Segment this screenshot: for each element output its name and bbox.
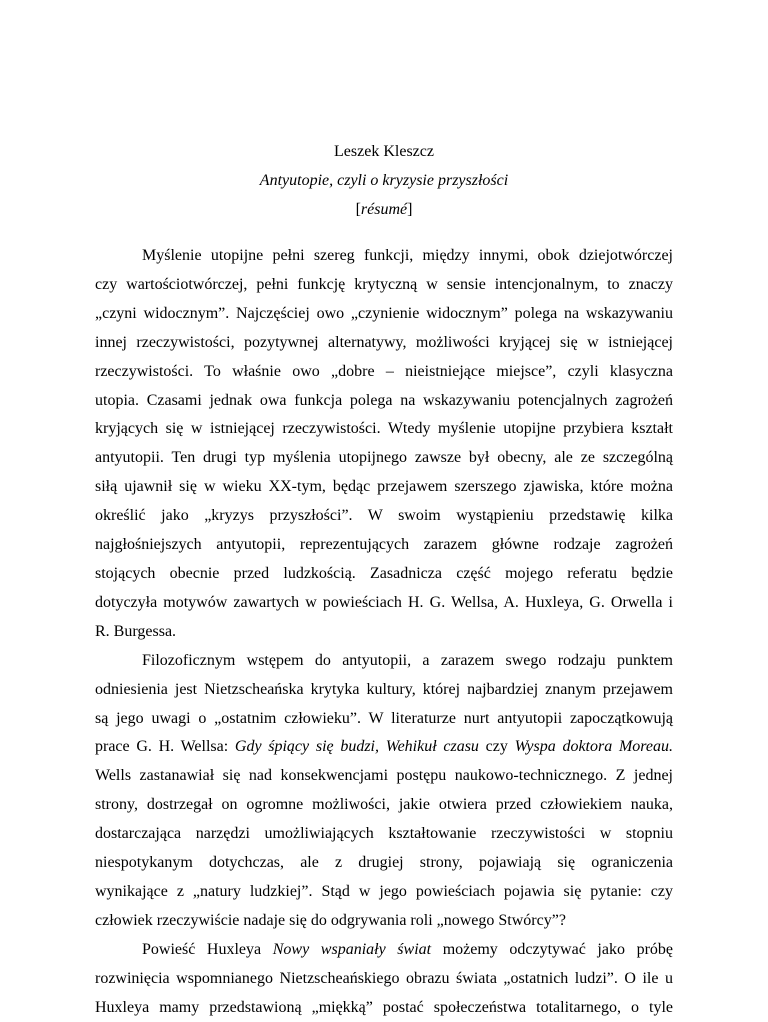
- document-title: Antyutopie, czyli o kryzysie przyszłości: [259, 172, 509, 189]
- text-line: rozwinięcia wspomnianego Nietzscheańskiego obrazu świata „ostatnich ludzi”. O ile u: [95, 969, 673, 987]
- text-line: Myślenie utopijne pełni szereg funkcji, między innymi, obok dziejotwórczej: [142, 247, 673, 264]
- text-line: siłą ujawnił się w wieku XX-tym, będąc przejawem szerszego zjawiska, które można: [95, 478, 673, 496]
- paragraph-1: [95, 242, 673, 647]
- wells-prefix: prace G. H. Wellsa:: [95, 738, 235, 756]
- text-line: R. Burgessa.: [95, 622, 177, 640]
- author-name: Leszek Kleszcz: [334, 143, 434, 160]
- text-line: wynikające z „natury ludzkiej”. Stąd w jego powieściach pojawia się pytanie: czy: [95, 882, 673, 900]
- text-line: odniesienia jest Nietzscheańska krytyka kultury, której najbardziej znanym przejawem: [95, 680, 673, 698]
- text-line: najgłośniejszych antyutopii, reprezentujących zarazem główne rodzaje zagrożeń: [95, 536, 673, 554]
- text-line: są jego uwagi o „ostatnim człowieku”. W literaturze nurt antyutopii zapoczątkowują: [95, 709, 673, 727]
- text-line: Wells zastanawiał się nad konsekwencjami postępu naukowo-technicznego. Z jednej: [95, 767, 673, 785]
- huxley-prefix: Powieść Huxleya: [142, 940, 273, 958]
- resume-word: résumé: [360, 201, 408, 218]
- text-line: innej rzeczywistości, pozytywnej alternatywy, możliwości kryjącej się w istniejącej: [95, 333, 673, 351]
- paragraph-2: [95, 647, 673, 936]
- wells-title-2: Wyspa doktora Moreau.: [514, 738, 674, 756]
- text-line: antyutopii. Ten drugi typ myślenia utopijnego zawsze był obecny, ale ze szczególną: [95, 449, 673, 467]
- text-line-huxley: [95, 936, 673, 965]
- text-line: strony, dostrzegał on ogromne możliwości, jakie otwiera przed człowiekiem nauka,: [95, 796, 673, 814]
- resume-bracket-open: [: [355, 201, 361, 218]
- text-line: dostarczająca narzędzi umożliwiających kształtowanie rzeczywistości w stopniu: [95, 825, 673, 843]
- text-line: niespotykanym dotychczas, ale z drugiej strony, pojawiają się ograniczenia: [95, 854, 673, 872]
- paragraph-3: [95, 936, 673, 1022]
- text-line: utopia. Czasami jednak owa funkcja polega na wskazywaniu potencjalnych zagrożeń: [95, 391, 673, 409]
- text-line: Filozoficznym wstępem do antyutopii, a zarazem swego rodzaju punktem: [142, 651, 673, 669]
- text-line: czy wartościotwórczej, pełni funkcję krytyczną w sensie intencjonalnym, to znaczy: [95, 275, 673, 293]
- text-line: Huxleya mamy przedstawioną „miękką” postać społeczeństwa totalitarnego, o tyle: [95, 998, 673, 1016]
- huxley-suffix: możemy odczytywać jako próbę: [431, 940, 673, 958]
- wells-mid: czy: [478, 738, 515, 756]
- body-text: [95, 242, 673, 1022]
- text-line-wells: [95, 733, 673, 762]
- huxley-title: Nowy wspaniały świat: [272, 940, 432, 958]
- text-line: „czyni widocznym”. Najczęściej owo „czynienie widocznym” polega na wskazywaniu: [95, 304, 673, 322]
- resume-label: [0, 199, 768, 221]
- text-line: określić jako „kryzys przyszłości”. W swoim wystąpieniu przedstawię kilka: [95, 507, 673, 525]
- text-line: rzeczywistości. To właśnie owo „dobre – nieistniejące miejsce”, czyli klasyczna: [95, 362, 673, 380]
- text-line: kryjących się w istniejącej rzeczywistości. Wtedy myślenie utopijne przybiera kształt: [95, 420, 673, 438]
- wells-title-1: Gdy śpiący się budzi, Wehikuł czasu: [234, 738, 479, 756]
- text-line: człowiek rzeczywiście nadaje się do odgrywania roli „nowego Stwórcy”?: [95, 911, 566, 929]
- text-line: dotyczyła motywów zawartych w powieściach H. G. Wellsa, A. Huxleya, G. Orwella i: [95, 593, 673, 611]
- text-line: stojących obecnie przed ludzkością. Zasadnicza część mojego referatu będzie: [95, 564, 673, 582]
- resume-bracket-close: ]: [407, 201, 413, 218]
